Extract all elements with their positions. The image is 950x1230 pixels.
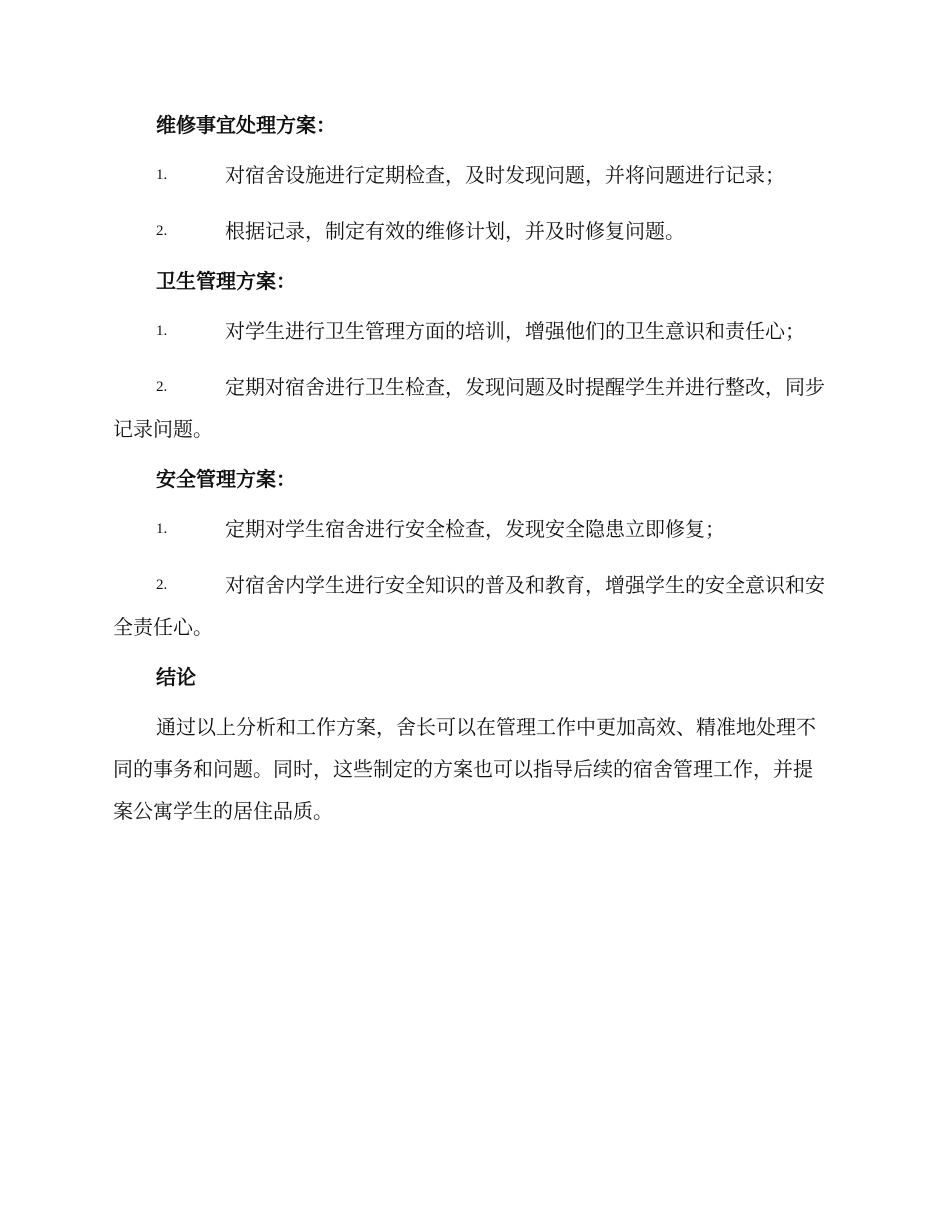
section-heading-hygiene: 卫生管理方案： (156, 269, 296, 293)
list-number: 1. (156, 521, 168, 537)
list-item-text: 对宿舍设施进行定期检查，及时发现问题，并将问题进行记录； (225, 163, 785, 187)
list-item (113, 508, 832, 550)
conclusion-heading: 结论 (156, 665, 196, 689)
list-item (113, 310, 832, 352)
section-heading-safety: 安全管理方案： (156, 467, 296, 491)
list-item-text: 定期对宿舍进行卫生检查，发现问题及时提醒学生并进行整改，同步记录问题。 (113, 375, 825, 441)
list-item-text: 定期对学生宿舍进行安全检查，发现安全隐患立即修复； (225, 517, 725, 541)
list-number: 2. (156, 223, 168, 239)
list-number: 1. (156, 167, 168, 183)
section-heading-maintenance: 维修事宜处理方案： (156, 113, 336, 137)
conclusion-paragraph: 通过以上分析和工作方案，舍长可以在管理工作中更加高效、精准地处理不同的事务和问题。同时，这些制定的方案也可以指导后续的宿舍管理工作，并提案公寓学生的居住品质。 (113, 715, 816, 823)
list-item (113, 154, 832, 196)
list-number: 2. (156, 577, 168, 593)
list-item-text: 根据记录，制定有效的维修计划，并及时修复问题。 (225, 219, 685, 243)
list-item-text: 对宿舍内学生进行安全知识的普及和教育，增强学生的安全意识和安全责任心。 (113, 573, 825, 639)
list-number: 1. (156, 323, 168, 339)
list-item (113, 210, 832, 252)
list-item (113, 366, 832, 450)
list-item-text: 对学生进行卫生管理方面的培训，增强他们的卫生意识和责任心； (225, 319, 805, 343)
list-item (113, 564, 832, 648)
list-number: 2. (156, 379, 168, 395)
